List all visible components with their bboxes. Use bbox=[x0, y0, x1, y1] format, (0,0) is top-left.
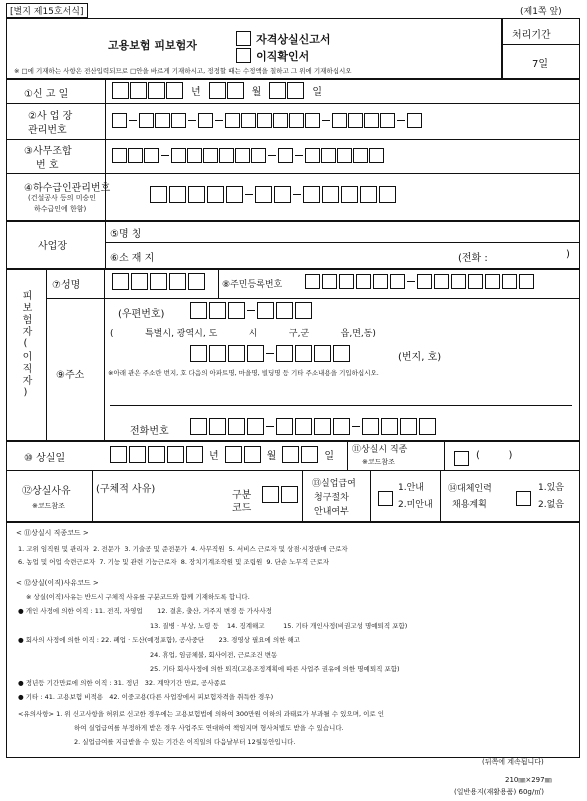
job-label: ⑪상실시 직종 bbox=[352, 445, 408, 455]
guide-opt-2: 2.미안내 bbox=[398, 500, 433, 510]
form-number: [별지 제15호서식] bbox=[6, 3, 88, 18]
reason-code-1: ● 개인 사정에 의한 이직 : 11. 전직, 자영업 12. 결혼, 출산, 거주지 변경 등 가사사정 bbox=[18, 607, 272, 615]
continued-note: (뒤쪽에 계속됩니다) bbox=[482, 758, 544, 766]
replace-opt-2: 2.없음 bbox=[538, 500, 564, 510]
form-title: 고용보험 피보험자 bbox=[108, 39, 197, 52]
rrn-label: ⑧주민등록번호 bbox=[222, 280, 283, 290]
insured-side-label: 피보험자(이직자) bbox=[20, 290, 31, 400]
biz-no-input[interactable] bbox=[112, 113, 422, 128]
year-label: 년 bbox=[191, 87, 201, 98]
job-paren: ( ) bbox=[476, 450, 513, 461]
reason-code-0: ※ 상실(이직)사유는 반드시 구체적 사유를 구분코드와 함께 기재하도록 합니다. bbox=[26, 593, 250, 601]
reason-hint: (구체적 사유) bbox=[96, 484, 156, 495]
notice-line-2: 하여 실업급여를 부정하게 받은 경우 사업주도 연대하여 책임지며 형사처벌도 받을 수 있습니다. bbox=[74, 724, 344, 732]
guide-opt-1: 1.안내 bbox=[398, 483, 424, 493]
instruction-note: ※ □에 기재하는 사항은 전산입력되므로 □안을 바르게 기재하시고, 정정할 때는 수정액을 칠하고 그 위에 기재하십시오 bbox=[14, 67, 352, 75]
job-code-box[interactable] bbox=[454, 448, 469, 467]
workplace-label: 사업장 bbox=[38, 241, 67, 252]
guide-label-a: ⑬실업급여 bbox=[312, 479, 356, 489]
name-label: ⑦성명 bbox=[52, 280, 81, 291]
workplace-phone-close: ) bbox=[566, 249, 570, 260]
sub-label-a: ④하수급인관리번호 bbox=[24, 183, 111, 194]
report-date-input[interactable] bbox=[112, 82, 330, 99]
address-note: ※아래 관은 주소란 번지, 호 다음의 아파트명, 마을명, 빌딩명 등 기타 주소내용을 기입하십시오. bbox=[108, 369, 379, 377]
reason-label: ⑫상실사유 bbox=[22, 486, 71, 497]
notice-line-1: <유의사항> 1. 위 신고사항을 허위로 신고한 경우에는 고용보험법에 의하여 300만원 이하의 과태료가 부과될 수 있으며, 이로 인 bbox=[18, 710, 385, 718]
loss-month-label: 월 bbox=[266, 451, 277, 462]
zip-input[interactable] bbox=[190, 302, 312, 319]
option-1-checkbox[interactable] bbox=[236, 31, 251, 46]
lot-label: (번지, 호) bbox=[398, 352, 442, 363]
day-label: 일 bbox=[312, 87, 323, 98]
guide-label-c: 안내여부 bbox=[314, 507, 349, 517]
reason-code-5: 25. 기타 회사사정에 의한 퇴직(고용조정계획에 따른 사업주 권유에 의한 명예퇴직 포함) bbox=[150, 665, 400, 673]
insured-phone-input[interactable] bbox=[190, 418, 436, 435]
notice-line-3: 2. 실업급여를 지급받을 수 있는 기간은 이직일의 다음날부터 12월동안입니다. bbox=[74, 738, 296, 746]
replace-label-b: 채용계획 bbox=[452, 500, 487, 510]
biz-no-label-a: ②사 업 장 bbox=[28, 111, 73, 122]
form-frame bbox=[6, 18, 580, 758]
period-value: 7일 bbox=[532, 59, 549, 70]
guide-label-b: 청구절차 bbox=[314, 493, 349, 503]
workplace-phone-label: (전화 : bbox=[458, 253, 488, 264]
job-code-line-1: 1. 고위 임직원 및 관리자 2. 전문가 3. 기술공 및 준전문가 4. 사무직원 5. 서비스 근로자 및 상점·시장판매 근로자 bbox=[18, 545, 348, 553]
replace-label-a: ⑭대체인력 bbox=[448, 484, 492, 494]
union-label-b: 번 호 bbox=[36, 160, 59, 171]
name-input[interactable] bbox=[112, 273, 205, 290]
replace-code-box[interactable] bbox=[516, 488, 531, 507]
union-label-a: ③사무조합 bbox=[24, 146, 72, 157]
reason-code-4: 24. 휴업, 임금체불, 회사이전, 근로조건 변동 bbox=[150, 651, 278, 659]
loss-day-label: 일 bbox=[324, 451, 335, 462]
option-1-label: 자격상실신고서 bbox=[256, 33, 331, 46]
biz-no-label-b: 관리번호 bbox=[28, 125, 67, 136]
reason-code-title: < ⑫상실(이직)사유코드 > bbox=[16, 579, 99, 587]
union-no-input[interactable] bbox=[112, 148, 384, 163]
reason-code-3: ● 회사의 사정에 의한 이직 : 22. 폐업 · 도산(예정포함), 공사중단 23. 경영상 필요에 의한 해고 bbox=[18, 636, 301, 644]
job-code-line-2: 6. 농업 및 어업 숙련근로자 7. 기능 및 관련 기능근로자 8. 장치기계조작원 및 조립원 9. 단순 노무직 근로자 bbox=[18, 558, 330, 566]
paper-size: 210㎜×297㎜ bbox=[505, 776, 552, 784]
page-indicator: (제1쪽 앞) bbox=[520, 7, 562, 17]
loss-year-label: 년 bbox=[209, 451, 219, 462]
sub-no-input[interactable] bbox=[150, 186, 396, 203]
code-label-b: 코드 bbox=[232, 503, 252, 514]
guide-code-box[interactable] bbox=[378, 488, 393, 507]
lot-input[interactable] bbox=[190, 345, 350, 362]
option-2-label: 이직확인서 bbox=[256, 50, 310, 63]
address-line: ( 특별시, 광역시, 도 시 구,군 읍,면,동) bbox=[110, 329, 376, 339]
insured-phone-label: 전화번호 bbox=[130, 426, 169, 437]
paper-type: (일반용지(재활용품) 60g/㎡) bbox=[454, 788, 544, 796]
reason-code-7: ● 기타 : 41. 고용보험 비적용 42. 이중고용(다른 사업장에서 피보험자격을 취득한 경우) bbox=[18, 693, 274, 701]
workplace-addr-label: ⑥소 재 지 bbox=[110, 253, 155, 264]
period-label: 처리기간 bbox=[512, 30, 551, 41]
zip-label: (우편번호) bbox=[118, 309, 165, 320]
reason-code-input[interactable] bbox=[262, 486, 298, 503]
job-note: ※코드참조 bbox=[362, 458, 395, 466]
loss-date-input[interactable] bbox=[110, 446, 340, 463]
sub-label-b: (건설공사 등의 미승인 bbox=[28, 194, 97, 202]
workplace-name-label: ⑤명 칭 bbox=[110, 229, 142, 240]
reason-note: ※코드참조 bbox=[32, 502, 65, 510]
loss-date-label: ⑩ 상실일 bbox=[24, 453, 66, 464]
address-extra-line bbox=[110, 405, 572, 406]
replace-opt-1: 1.있음 bbox=[538, 483, 564, 493]
rrn-input[interactable] bbox=[305, 274, 534, 289]
sub-label-c: 하수급인에 한함) bbox=[34, 205, 87, 213]
reason-code-6: ● 정년등 기간만료에 의한 이직 : 31. 정년 32. 계약기간 만료, 공사종료 bbox=[18, 679, 227, 687]
address-label: ⑨주소 bbox=[56, 370, 85, 381]
job-code-title: < ⑪상실시 직종코드 > bbox=[16, 529, 89, 537]
option-2-checkbox[interactable] bbox=[236, 48, 251, 63]
month-label: 월 bbox=[251, 87, 262, 98]
report-date-label: ①신 고 일 bbox=[24, 89, 69, 100]
title-option-2[interactable] bbox=[236, 45, 309, 64]
code-label-a: 구분 bbox=[232, 490, 252, 501]
reason-code-2: 13. 질병 · 부상, 노령 등 14. 징계해고 15. 기타 개인사정(비권고성 명예퇴직 포함) bbox=[150, 622, 408, 630]
